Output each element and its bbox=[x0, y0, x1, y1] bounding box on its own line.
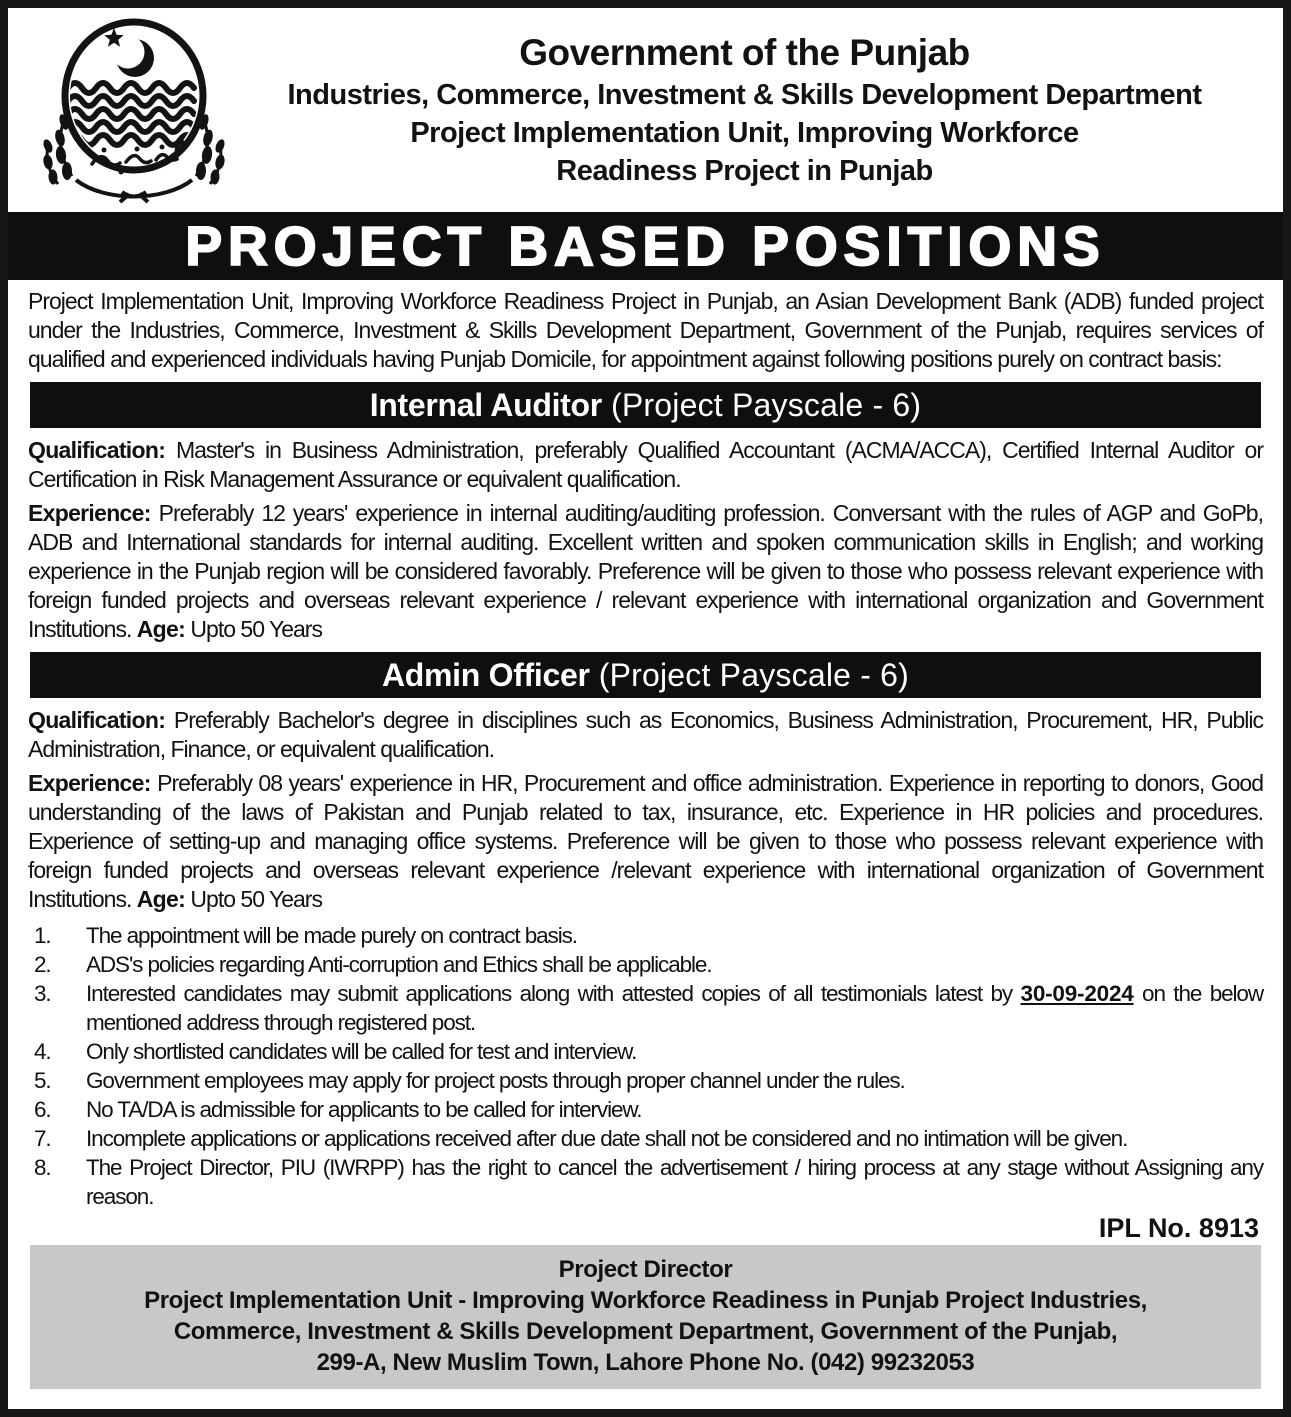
term-item bbox=[28, 1037, 1263, 1066]
contact-address-box bbox=[30, 1245, 1261, 1389]
qualification-text: Master's in Business Administration, preferably Qualified Accountant (ACMA/ACCA), Certified Internal Auditor or Certification in Risk Management Assurance or equivalent qualification. bbox=[28, 437, 1263, 492]
term-number: 3. bbox=[34, 981, 51, 1006]
position-title: Internal Auditor bbox=[369, 386, 602, 423]
ipl-number: IPL No. 8913 bbox=[1098, 1213, 1259, 1243]
experience-label: Experience: bbox=[28, 770, 151, 796]
address-line-unit: Project Implementation Unit - Improving Workforce Readiness in Punjab Project Industries, bbox=[144, 1287, 1147, 1314]
punjab-government-crest-icon bbox=[34, 16, 234, 204]
term-number: 6. bbox=[34, 1097, 51, 1122]
qualification-paragraph bbox=[28, 436, 1263, 494]
term-number: 2. bbox=[34, 952, 51, 977]
qualification-label: Qualification: bbox=[28, 437, 166, 463]
term-text: The Project Director, PIU (IWRPP) has the right to cancel the advertisement / hiring process at any stage without Assigning any reason. bbox=[86, 1155, 1263, 1209]
position-banner-internal-auditor bbox=[30, 382, 1261, 428]
term-text: No TA/DA is admissible for applicants to be called for interview. bbox=[86, 1097, 642, 1122]
experience-paragraph bbox=[28, 499, 1263, 644]
qualification-label: Qualification: bbox=[28, 707, 166, 733]
experience-text: Preferably 12 years' experience in internal auditing/auditing profession. Conversant with the rules of AGP and GoPb, ADB and International standards for internal auditing. Excellent written and spoken communication skills in English; and working experience in the Punjab region will be considered favorably. Preference will be given to those who possess relevant experience with foreign funded projects and overseas relevant experience / relevant experience with international organization and Government Institutions. bbox=[28, 500, 1263, 642]
age-value: Upto 50 Years bbox=[185, 616, 322, 642]
experience-text: Preferably 08 years' experience in HR, Procurement and office administration. Experience in reporting to donors, Good understanding of the laws of Pakistan and Punjab related to tax, insurance, etc. Experience in HR policies and procedures. Experience of setting-up and managing office systems. Preference will be given to those who possess relevant experience with foreign funded projects and overseas relevant experience /relevant experience with international organization of Government Institutions. bbox=[28, 770, 1263, 912]
term-item bbox=[28, 979, 1263, 1037]
term-text-pre: Interested candidates may submit applications along with attested copies of all testimonials latest by bbox=[86, 981, 1021, 1006]
term-text: Government employees may apply for project posts through proper channel under the rules. bbox=[86, 1068, 905, 1093]
intro-paragraph: Project Implementation Unit, Improving Workforce Readiness Project in Punjab, an Asian Development Bank (ADB) funded project under the Industries, Commerce, Investment & Skills Development Department, Government of the Punjab, requires services of qualified and experienced individuals having Punjab Domicile, for appointment against following positions purely on contract basis: bbox=[28, 288, 1263, 372]
term-text: The appointment will be made purely on contract basis. bbox=[86, 923, 577, 948]
term-text-post: on the below mentioned address through registered post. bbox=[86, 981, 1263, 1035]
term-number: 7. bbox=[34, 1126, 51, 1151]
dept-title: Industries, Commerce, Investment & Skills Development Department bbox=[287, 79, 1202, 111]
term-text: Only shortlisted candidates will be called for test and interview. bbox=[86, 1039, 637, 1064]
age-label: Age: bbox=[136, 886, 186, 912]
term-item bbox=[28, 1066, 1263, 1095]
term-item bbox=[28, 921, 1263, 950]
experience-label: Experience: bbox=[28, 500, 151, 526]
term-item bbox=[28, 950, 1263, 979]
term-item bbox=[28, 1095, 1263, 1124]
term-item bbox=[28, 1124, 1263, 1153]
qualification-paragraph bbox=[28, 706, 1263, 764]
address-line-street-phone: 299-A, New Muslim Town, Lahore Phone No. (042) 99232053 bbox=[316, 1349, 975, 1376]
term-text: Incomplete applications or applications received after due date shall not be considered and no intimation will be given. bbox=[86, 1126, 1128, 1151]
position-banner-admin-officer bbox=[30, 652, 1261, 698]
position-title: Admin Officer bbox=[381, 656, 590, 693]
term-number: 4. bbox=[34, 1039, 51, 1064]
qualification-text: Preferably Bachelor's degree in disciplines such as Economics, Business Administration, Procurement, HR, Public Administration, Finance, or equivalent qualification. bbox=[28, 707, 1263, 762]
term-number: 1. bbox=[34, 923, 51, 948]
age-label: Age: bbox=[136, 616, 186, 642]
term-item bbox=[28, 1153, 1263, 1211]
position-payscale: (Project Payscale - 6) bbox=[589, 656, 910, 693]
term-number: 8. bbox=[34, 1155, 51, 1180]
header bbox=[28, 8, 1263, 208]
term-text: ADS's policies regarding Anti-corruption and Ethics shall be applicable. bbox=[86, 952, 712, 977]
main-banner: PROJECT BASED POSITIONS bbox=[8, 212, 1283, 280]
unit-title-line2: Readiness Project in Punjab bbox=[556, 155, 933, 187]
experience-paragraph bbox=[28, 769, 1263, 914]
age-value: Upto 50 Years bbox=[185, 886, 322, 912]
logo-container bbox=[28, 16, 240, 204]
deadline-date: 30-09-2024 bbox=[1020, 981, 1134, 1006]
position-payscale: (Project Payscale - 6) bbox=[601, 386, 922, 423]
address-line-director: Project Director bbox=[558, 1256, 733, 1283]
unit-title-line1: Project Implementation Unit, Improving Workforce bbox=[410, 117, 1079, 149]
term-text bbox=[86, 979, 1263, 1037]
address-line-department: Commerce, Investment & Skills Development Department, Government of the Punjab, bbox=[173, 1318, 1118, 1345]
term-number: 5. bbox=[34, 1068, 51, 1093]
header-titles bbox=[240, 30, 1263, 190]
org-title: Government of the Punjab bbox=[519, 32, 970, 73]
terms-list bbox=[28, 921, 1263, 1211]
